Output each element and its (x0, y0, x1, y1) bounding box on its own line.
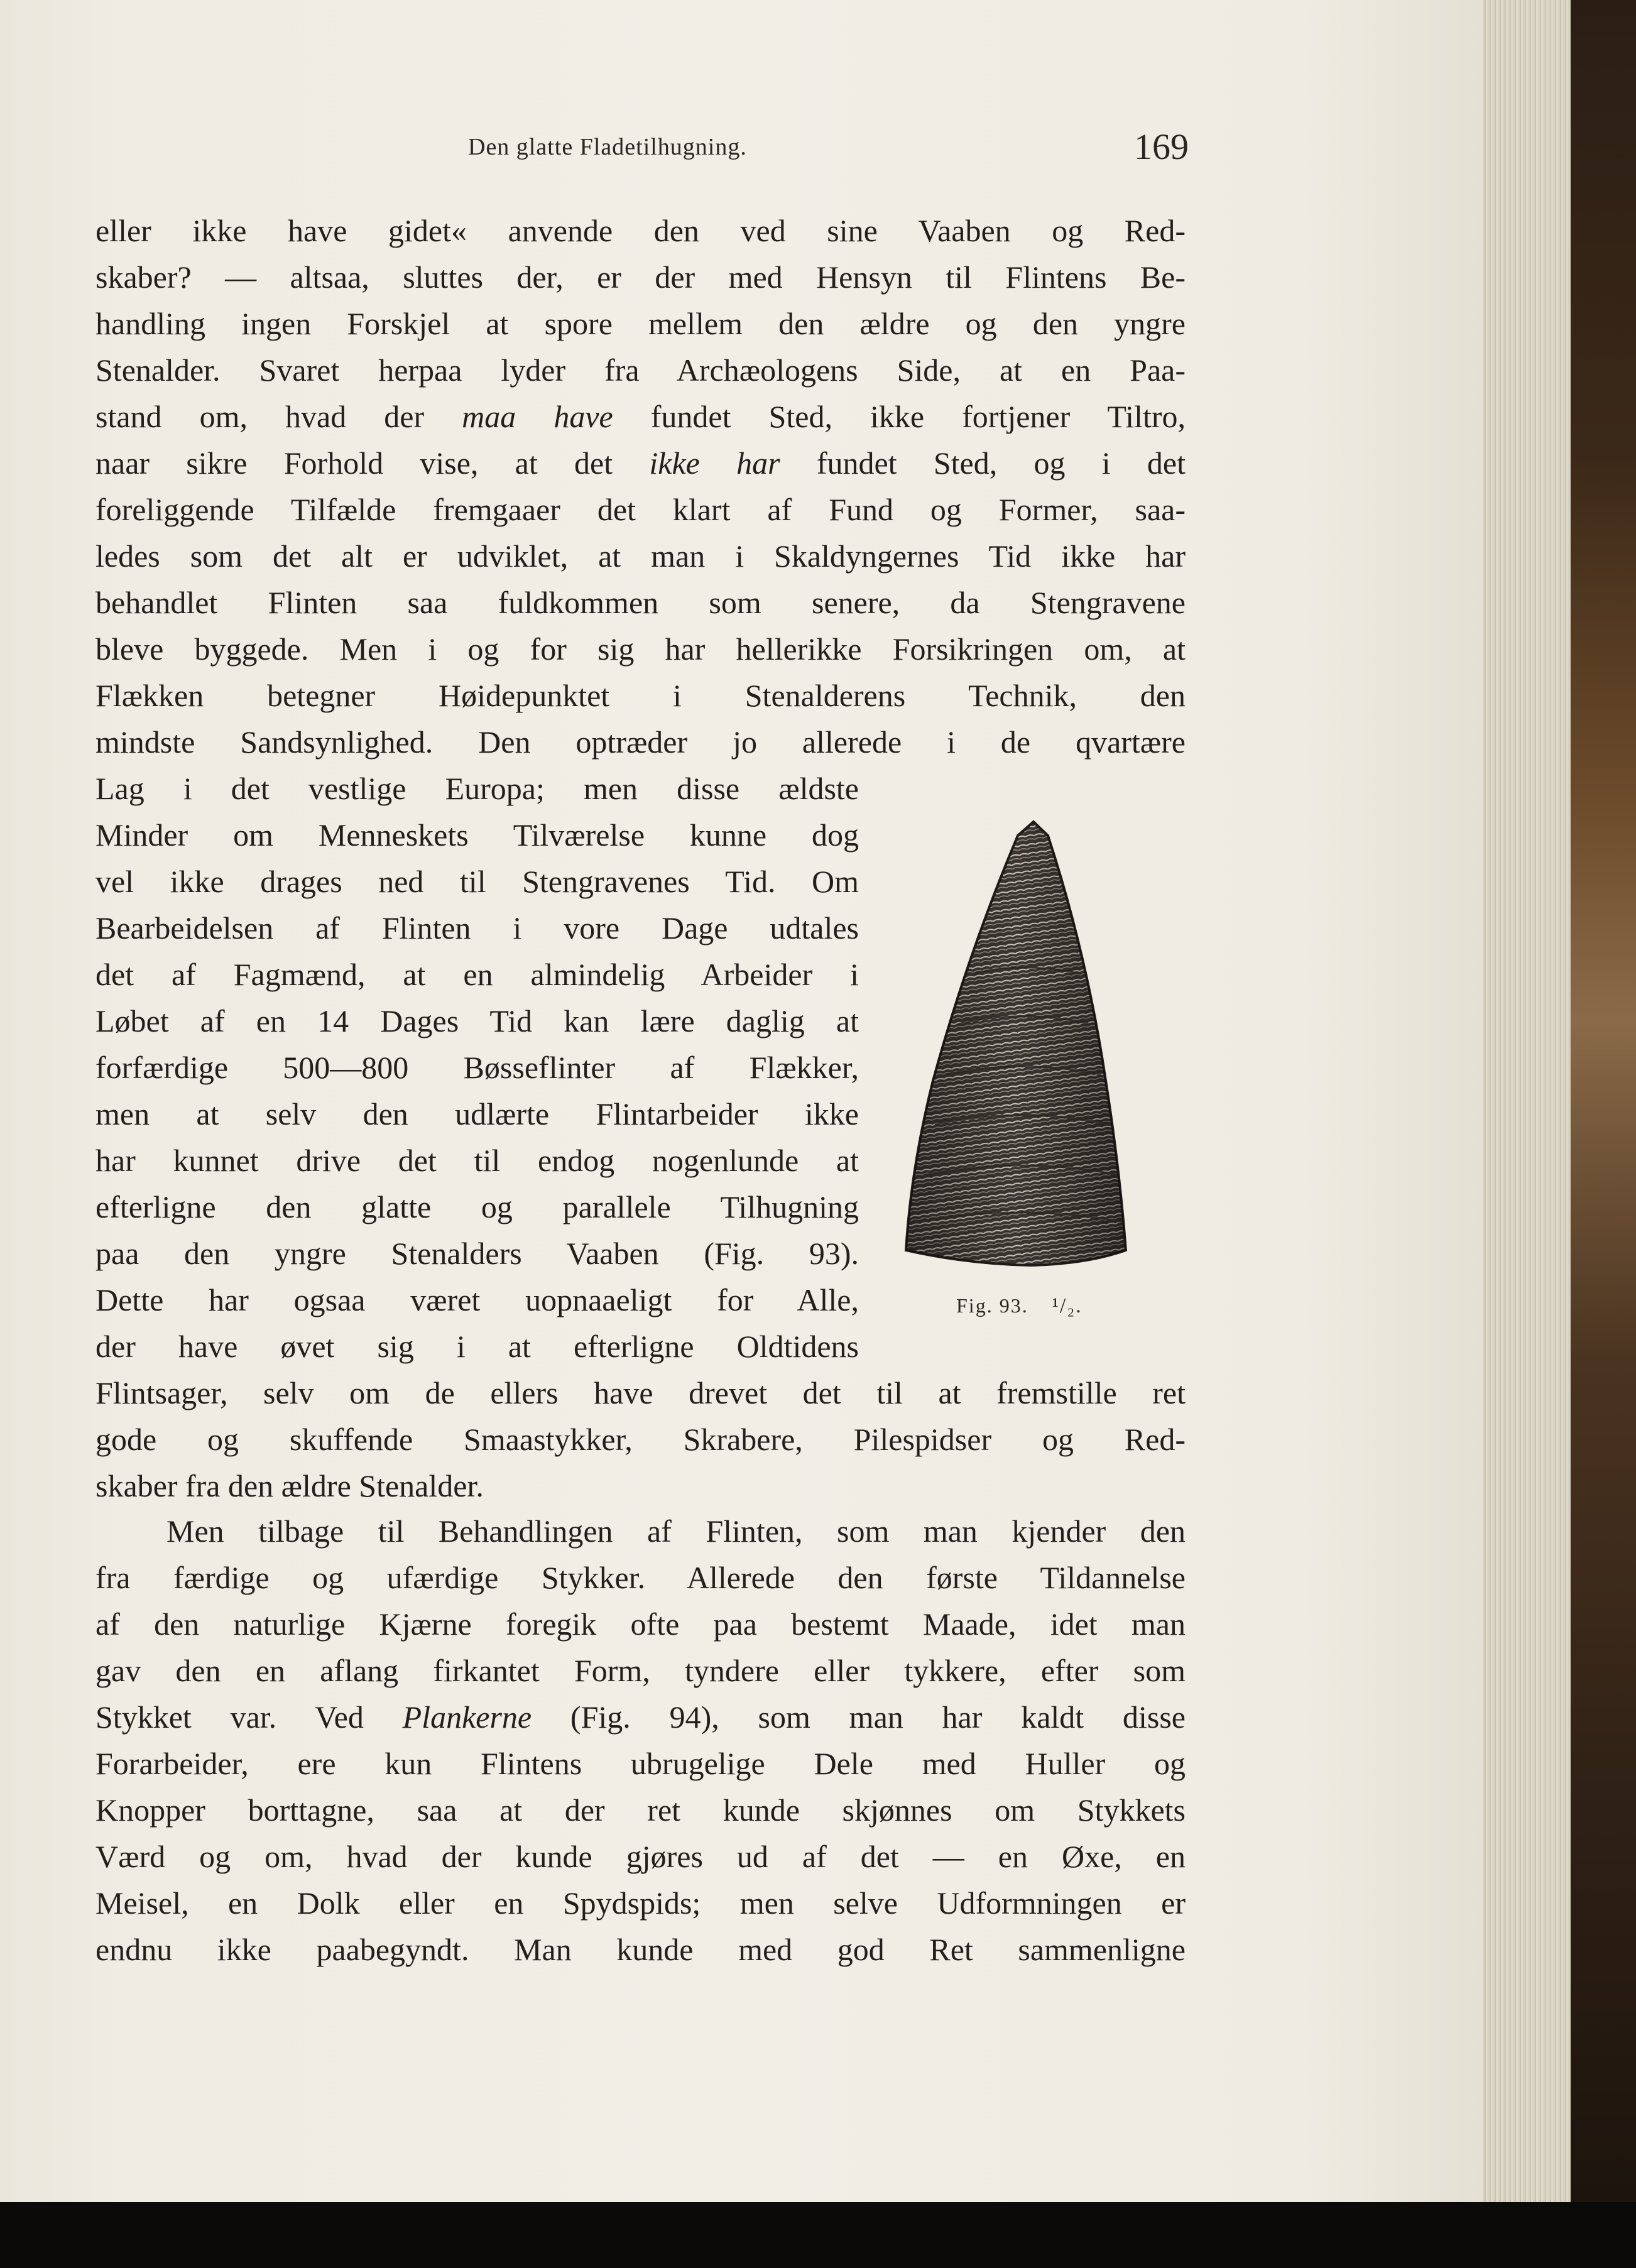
text-line: stand om, hvad der maa have fundet Sted, ikke fortjener Tiltro, (95, 399, 1186, 434)
text-line: handling ingen Forskjel at spore mellem den ældre og den yngre (95, 306, 1186, 341)
text-line: Men tilbage til Behandlingen af Flinten, som man kjender den (166, 1513, 1186, 1549)
page-number: 169 (1134, 126, 1189, 167)
italic-emphasis: maa have (462, 399, 613, 434)
text-line: men at selv den udlærte Flintarbeider ikke (95, 1096, 859, 1131)
italic-emphasis: Plankerne (402, 1699, 532, 1735)
text-line: bleve byggede. Men i og for sig har hellerikke Forsikringen om, at (95, 631, 1186, 667)
text-line: paa den yngre Stenalders Vaaben (Fig. 93). (95, 1236, 859, 1271)
text-line: skaber? — altsaa, sluttes der, er der med Hensyn til Flintens Be- (95, 259, 1186, 295)
text-line: vel ikke drages ned til Stengravenes Tid. Om (95, 864, 859, 899)
text-line: Knopper borttagne, saa at der ret kunde skjønnes om Stykkets (95, 1792, 1186, 1828)
text-line: fra færdige og ufærdige Stykker. Allerede den første Tildannelse (95, 1560, 1186, 1595)
text-line: Minder om Menneskets Tilværelse kunne dog (95, 817, 859, 853)
text-line: skaber fra den ældre Stenalder. (95, 1468, 484, 1503)
figure-label: Fig. 93. (956, 1294, 1028, 1317)
text-line: Værd og om, hvad der kunde gjøres ud af det — en Øxe, en (95, 1839, 1186, 1874)
text-line: gav den en aflang firkantet Form, tyndere eller tykkere, efter som (95, 1653, 1186, 1688)
text-line: naar sikre Forhold vise, at det ikke har fundet Sted, og i det (95, 445, 1186, 481)
text-line: Stykket var. Ved Plankerne (Fig. 94), som man har kaldt disse (95, 1699, 1186, 1735)
text-line: Stenalder. Svaret herpaa lyder fra Archæologens Side, at en Paa- (95, 352, 1186, 388)
text-line: Dette har ogsaa været uopnaaeligt for Alle, (95, 1282, 859, 1317)
text-line: mindste Sandsynlighed. Den optræder jo allerede i de qvartære (95, 724, 1186, 760)
text-line: eller ikke have gidet« anvende den ved sine Vaaben og Red- (95, 213, 1186, 248)
text-line: Lag i det vestlige Europa; men disse ældste (95, 771, 859, 806)
page-header (0, 126, 1483, 176)
flint-axe-illustration (898, 817, 1150, 1275)
figure-caption (956, 1294, 1082, 1318)
italic-emphasis: ikke har (649, 445, 780, 481)
text-line: foreliggende Tilfælde fremgaaer det klart af Fund og Former, saa- (95, 492, 1186, 527)
text-line: Bearbeidelsen af Flinten i vore Dage udtales (95, 910, 859, 946)
text-line: der have øvet sig i at efterligne Oldtidens (95, 1329, 859, 1364)
text-line: har kunnet drive det til endog nogenlunde at (95, 1143, 859, 1178)
text-line: Forarbeider, ere kun Flintens ubrugelige Dele med Huller og (95, 1746, 1186, 1781)
text-line: behandlet Flinten saa fuldkommen som senere, da Stengravene (95, 585, 1186, 620)
text-line: Løbet af en 14 Dages Tid kan lære daglig at (95, 1003, 859, 1039)
page-edges (1483, 0, 1571, 2202)
running-title: Den glatte Fladetilhugning. (468, 134, 747, 160)
book-cover-edge (1571, 0, 1636, 2268)
scan-background (0, 2202, 1636, 2268)
text-line: det af Fagmænd, at en almindelig Arbeider i (95, 957, 859, 992)
text-line: ledes som det alt er udviklet, at man i Skaldyngernes Tid ikke har (95, 538, 1186, 574)
text-line: Flintsager, selv om de ellers have drevet det til at fremstille ret (95, 1375, 1186, 1410)
text-line: endnu ikke paabegyndt. Man kunde med god Ret sammenligne (95, 1932, 1186, 1967)
text-line: Flækken betegner Høidepunktet i Stenalderens Technik, den (95, 678, 1186, 713)
text-line: af den naturlige Kjærne foregik ofte paa bestemt Maade, idet man (95, 1606, 1186, 1642)
figure-scale: ¹/₂. (1052, 1294, 1082, 1317)
text-line: Meisel, en Dolk eller en Spydspids; men selve Udformningen er (95, 1885, 1186, 1921)
text-line: forfærdige 500—800 Bøsseflinter af Flækker, (95, 1050, 859, 1085)
text-line: efterligne den glatte og parallele Tilhugning (95, 1189, 859, 1224)
text-line: gode og skuffende Smaastykker, Skrabere, Pilespidser og Red- (95, 1422, 1186, 1457)
